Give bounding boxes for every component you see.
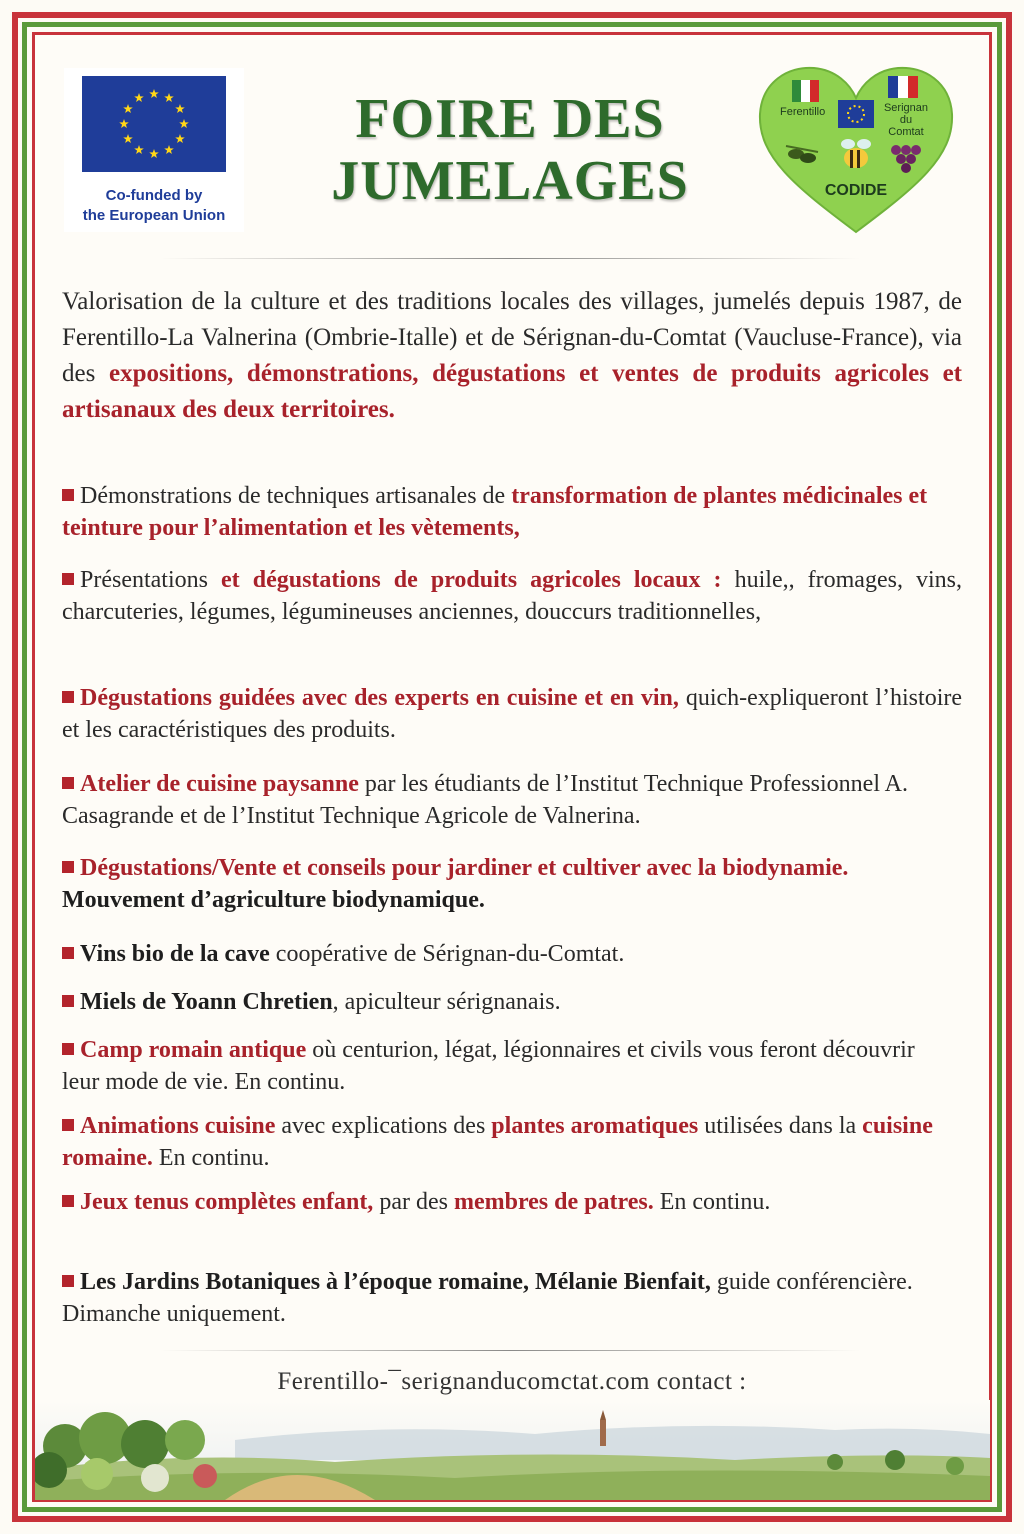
item-highlight: Dégustations/Vente et conseils pour jardiner et cultiver avec la biodynamie. — [80, 855, 849, 881]
list-item — [62, 852, 962, 916]
list-item — [62, 1110, 942, 1174]
list-item — [62, 1266, 962, 1330]
intro-highlight-text: expositions, démonstrations, dégustations et ventes de produits agricoles et artisanaux des deux territoires. — [62, 360, 963, 423]
bullet-square-icon — [62, 691, 74, 703]
eu-star-icon — [134, 145, 144, 154]
item-highlight: transformation de plantes médicinales et teinture pour l’alimentation et les vètements, — [62, 483, 928, 541]
item-text: quich-expliqueront l’histoire et les caractéristiques des produits. — [62, 685, 963, 743]
item-text: coopérative de Sérignan-du-Comtat. — [269, 941, 625, 967]
eu-star-icon — [123, 104, 133, 113]
bullet-square-icon — [62, 777, 74, 789]
title-line1: FOIRE DES — [355, 88, 665, 150]
eu-cofunded-logo — [64, 68, 244, 232]
eu-caption — [64, 186, 244, 226]
list-item — [62, 564, 962, 628]
item-highlight: Dégustations guidées avec des experts en cuisine et en vin, — [80, 685, 679, 711]
eu-star-icon — [164, 93, 174, 102]
eu-star-icon — [175, 104, 185, 113]
item-bold: Miels de Yoann Chretien — [80, 989, 333, 1015]
eu-star-icon — [149, 89, 159, 98]
bullet-square-icon — [62, 489, 74, 501]
eu-star-icon — [149, 149, 159, 158]
item-bold: Mouvement d’agriculture biodynamique. — [62, 887, 485, 913]
logo-serignan-line1: Serignan — [883, 102, 929, 114]
bullet-square-icon — [62, 995, 74, 1007]
eu-star-icon — [164, 145, 174, 154]
item-text: , apiculteur sérignanais. — [332, 989, 561, 1015]
item-text: utilisées dans la — [698, 1113, 863, 1139]
item-highlight: Jeux tenus complètes enfant, — [80, 1189, 374, 1215]
top-divider — [160, 258, 860, 259]
item-highlight: cuisine romaine. — [62, 1113, 933, 1171]
item-text: avec explications des — [275, 1113, 492, 1139]
list-item — [62, 1186, 842, 1218]
item-text: Démonstrations de techniques artisanales de — [80, 483, 512, 509]
eu-star-icon — [179, 119, 189, 128]
footer-contact: Ferentillo-¯serignanducomctat.com contact : — [277, 1368, 747, 1395]
page-title — [270, 88, 750, 212]
logo-codide-label: CODIDE — [824, 182, 888, 199]
logo-ferentillo-label: Ferentillo — [780, 106, 826, 118]
title-line2: JUMELAGES — [331, 150, 689, 212]
item-text: par des — [373, 1189, 454, 1215]
item-bold: Vins bio de la cave — [80, 941, 270, 967]
bullet-square-icon — [62, 1195, 74, 1207]
bottom-divider — [160, 1350, 860, 1351]
bullet-square-icon — [62, 1119, 74, 1131]
codide-heart-logo — [756, 62, 956, 238]
bullet-square-icon — [62, 1043, 74, 1055]
eu-caption-line1: Co-funded by — [105, 187, 203, 204]
item-text: guide conférencière. Dimanche uniquement. — [62, 1269, 913, 1327]
eu-star-icon — [123, 134, 133, 143]
intro-paragraph — [62, 284, 962, 428]
list-item — [62, 938, 962, 970]
item-highlight: plantes aromatiques — [491, 1113, 699, 1139]
bullet-square-icon — [62, 573, 74, 585]
item-bold: Les Jardins Botaniques à l’époque romaine, Mélanie Bienfait, — [80, 1269, 711, 1295]
intro-plain-text: Valorisation de la culture et des traditions locales des villages, jumelés depuis 1987, de Ferentillo-La Valnerina (Ombrie-Italle) et de Sérignan-du-Comtat (Vaucluse-France), via des — [62, 288, 962, 387]
eu-flag-icon — [82, 76, 226, 172]
item-text: par les étudiants de l’Institut Technique Professionnel A. Casagrande et de l’Institut Technique Agricole de Valnerina. — [62, 771, 909, 829]
item-highlight: Atelier de cuisine paysanne — [80, 771, 359, 797]
eu-star-icon — [134, 93, 144, 102]
list-item — [62, 768, 972, 832]
item-highlight: membres de patres. — [453, 1189, 654, 1215]
item-highlight: et dégustations de produits agricoles locaux : — [221, 567, 722, 593]
bullet-square-icon — [62, 861, 74, 873]
list-item — [62, 480, 962, 544]
item-text: huile,, fromages, vins, charcuteries, légumes, légumineuses anciennes, douccurs traditionnelles, — [62, 567, 963, 625]
item-highlight: Camp romain antique — [80, 1037, 307, 1063]
bullet-square-icon — [62, 1275, 74, 1287]
eu-star-icon — [119, 119, 129, 128]
eu-caption-line2: the European Union — [82, 207, 226, 224]
logo-serignan-line2: du Comtat — [888, 114, 924, 138]
landscape-illustration — [35, 1400, 990, 1500]
item-text: En continu. — [152, 1145, 270, 1171]
list-item — [62, 986, 962, 1018]
item-highlight: Animations cuisine — [80, 1113, 276, 1139]
bullet-square-icon — [62, 947, 74, 959]
item-text: où centurion, légat, légionnaires et civils vous feront découvrir leur mode de vie. En continu. — [62, 1037, 915, 1095]
logo-serignan-label — [882, 102, 930, 138]
eu-star-icon — [175, 134, 185, 143]
item-text: Présentations — [80, 567, 222, 593]
list-item — [62, 682, 962, 746]
item-text: En continu. — [653, 1189, 771, 1215]
list-item — [62, 1034, 942, 1098]
